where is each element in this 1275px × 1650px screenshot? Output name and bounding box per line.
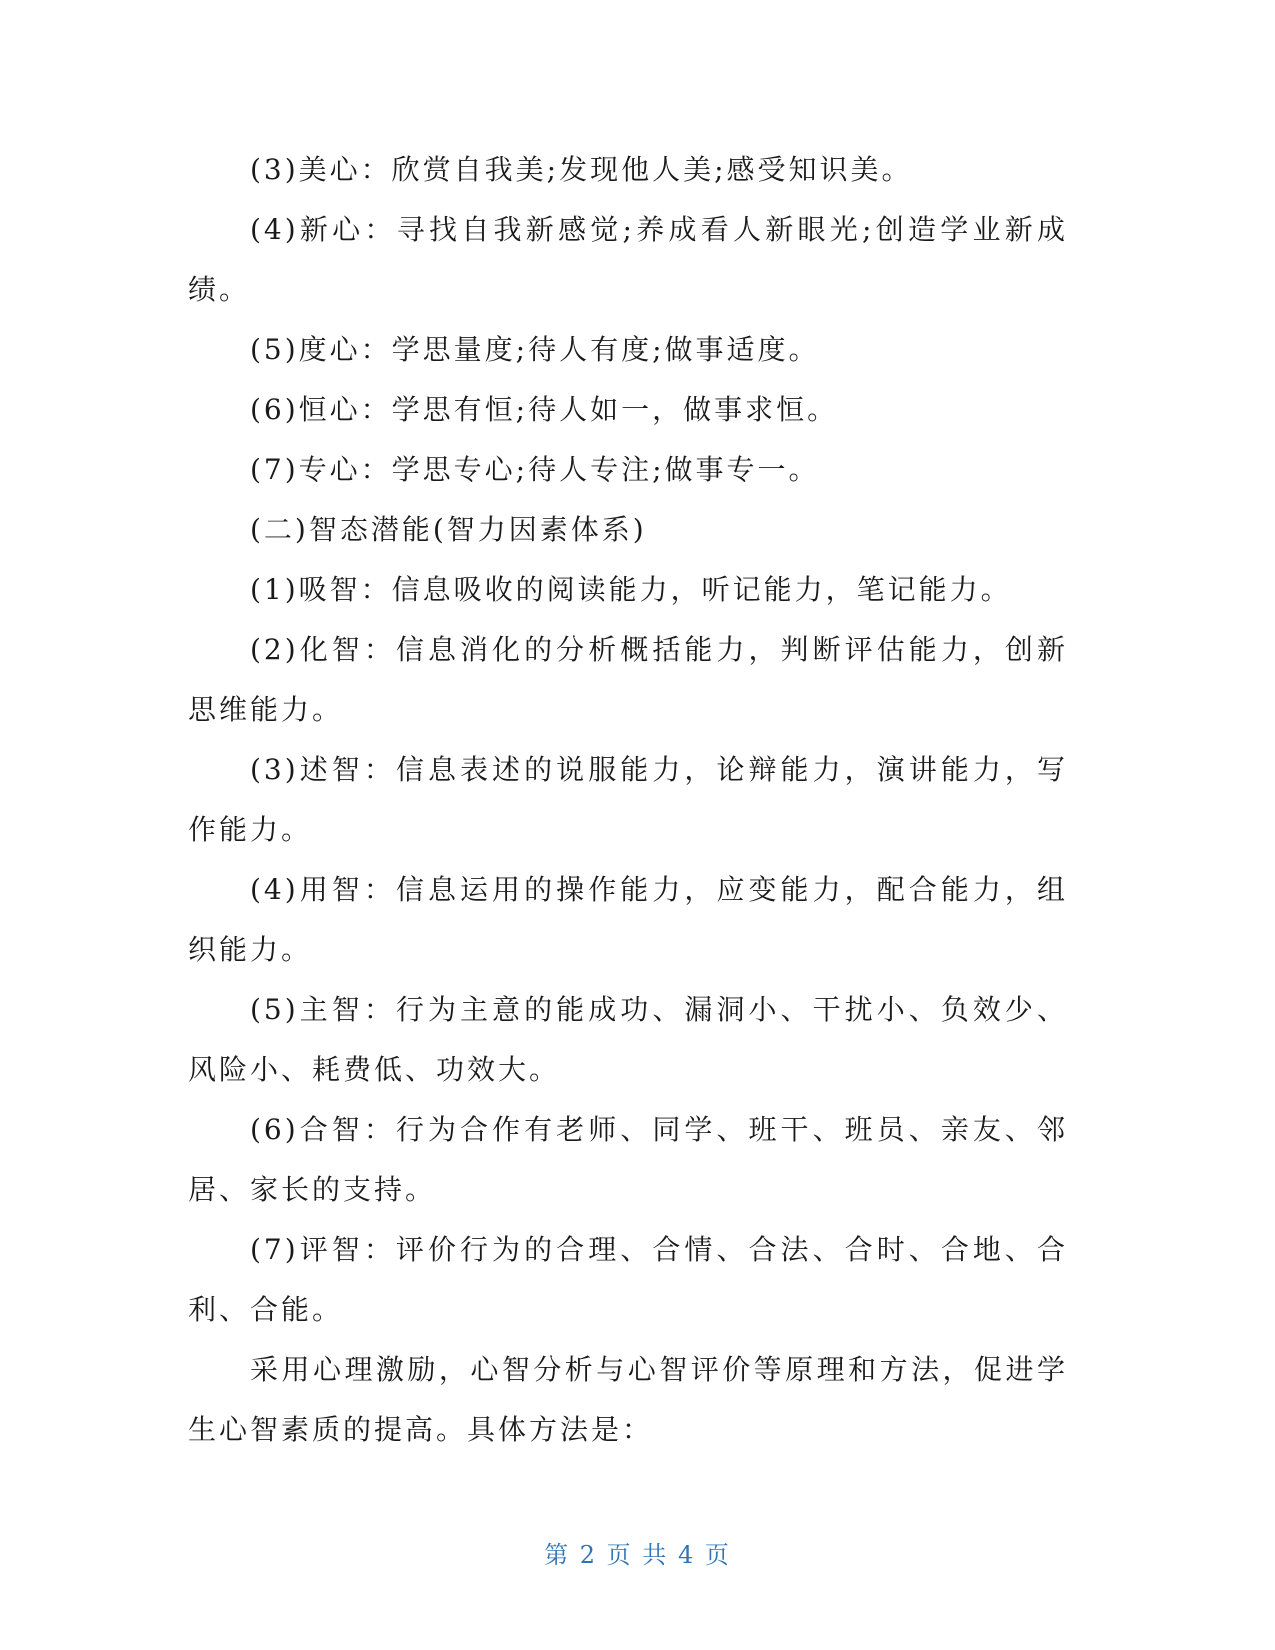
paragraph: (6)合智：行为合作有老师、同学、班干、班员、亲友、邻居、家长的支持。	[188, 1113, 1068, 1206]
paragraph: (7)评智：评价行为的合理、合情、合法、合时、合地、合利、合能。	[188, 1233, 1068, 1326]
paragraph: (3)述智：信息表述的说服能力，论辩能力，演讲能力，写作能力。	[188, 753, 1068, 846]
footer-prefix: 第	[544, 1541, 571, 1569]
paragraph: (4)新心：寻找自我新感觉;养成看人新眼光;创造学业新成绩。	[188, 213, 1068, 306]
footer-middle: 页 共	[606, 1541, 669, 1569]
paragraph: (1)吸智：信息吸收的阅读能力，听记能力，笔记能力。	[250, 573, 1012, 606]
paragraph: (2)化智：信息消化的分析概括能力，判断评估能力，创新思维能力。	[188, 633, 1068, 726]
paragraph: (6)恒心：学思有恒;待人如一，做事求恒。	[250, 393, 839, 426]
total-pages-number: 4	[677, 1541, 696, 1569]
footer-suffix: 页	[704, 1541, 731, 1569]
current-page-number: 2	[579, 1541, 598, 1569]
paragraph: 采用心理激励，心智分析与心智评价等原理和方法，促进学生心智素质的提高。具体方法是：	[188, 1353, 1068, 1446]
page-footer	[0, 1535, 1275, 1570]
paragraph: (7)专心：学思专心;待人专注;做事专一。	[250, 453, 820, 486]
paragraph: (4)用智：信息运用的操作能力，应变能力，配合能力，组织能力。	[188, 873, 1068, 966]
paragraph: (5)度心：学思量度;待人有度;做事适度。	[250, 333, 820, 366]
paragraph: (3)美心：欣赏自我美;发现他人美;感受知识美。	[250, 153, 913, 186]
document-body	[188, 140, 1068, 1460]
paragraph: (5)主智：行为主意的能成功、漏洞小、干扰小、负效少、风险小、耗费低、功效大。	[188, 993, 1068, 1086]
section-heading: (二)智态潜能(智力因素体系)	[250, 513, 647, 546]
